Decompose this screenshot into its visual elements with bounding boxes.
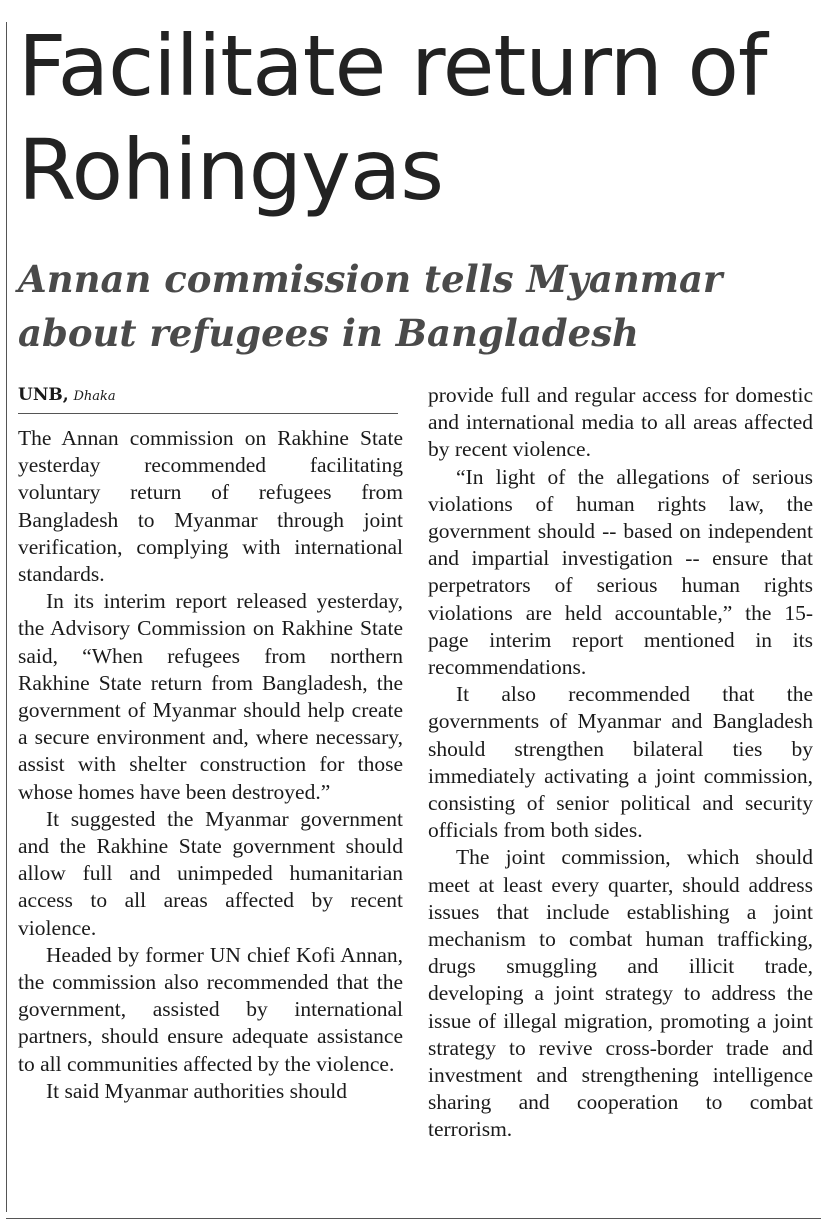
article-subheadline: Annan commission tells Myanmar about refugees in Bangladesh xyxy=(18,257,723,355)
paragraph: In its interim report released yesterday, the Advisory Commission on Rakhine State said, “When refugees from northern Rakhine State return from Bangladesh, the government of Myanmar should help create a secure environment and, where necessary, assist with shelter construction for those whose homes have been destroyed.” xyxy=(18,589,403,804)
paragraph: It said Myanmar authorities should xyxy=(46,1078,347,1103)
article-column-left xyxy=(18,425,403,1105)
paragraph: The Annan commission on Rakhine State yesterday recommended facilitating voluntary return of refugees from Bangladesh to Myanmar through joint verification, complying with international standards. xyxy=(18,426,403,587)
byline xyxy=(18,385,398,414)
left-column-rule xyxy=(6,22,7,1212)
article-column-right xyxy=(428,382,813,1144)
paragraph: It suggested the Myanmar government and the Rakhine State government should allow full and unimpeded humanitarian access to all areas affected by recent violence. xyxy=(18,806,403,940)
paragraph: Headed by former UN chief Kofi Annan, the commission also recommended that the government, assisted by international partners, should ensure adequate assistance to all communities affected by the violence. xyxy=(18,942,403,1076)
paragraph: “In light of the allegations of serious violations of human rights law, the government should -- based on independent and impartial investigation -- ensure that perpetrators of serious human rights violations are held accountable,” the 15-page interim report mentioned in its recommendations. xyxy=(428,464,813,680)
paragraph: It also recommended that the governments of Myanmar and Bangladesh should strengthen bilateral ties by immediately activating a joint commission, consisting of senior political and security officials from both sides. xyxy=(428,682,813,843)
paragraph: The joint commission, which should meet at least every quarter, should address issues that include establishing a joint mechanism to combat human trafficking, drugs smuggling and illicit trade, developing a joint strategy to address the issue of illegal migration, promoting a joint strategy to revive cross-border trade and investment and strengthening intelligence sharing and cooperation to combat terrorism. xyxy=(428,845,813,1142)
byline-location: Dhaka xyxy=(73,389,116,404)
bottom-rule xyxy=(6,1218,821,1219)
article-headline: Facilitate return of Rohingyas xyxy=(18,17,767,219)
byline-agency: UNB, xyxy=(18,385,69,405)
paragraph: provide full and regular access for domestic and international media to all areas affected by recent violence. xyxy=(428,383,813,462)
